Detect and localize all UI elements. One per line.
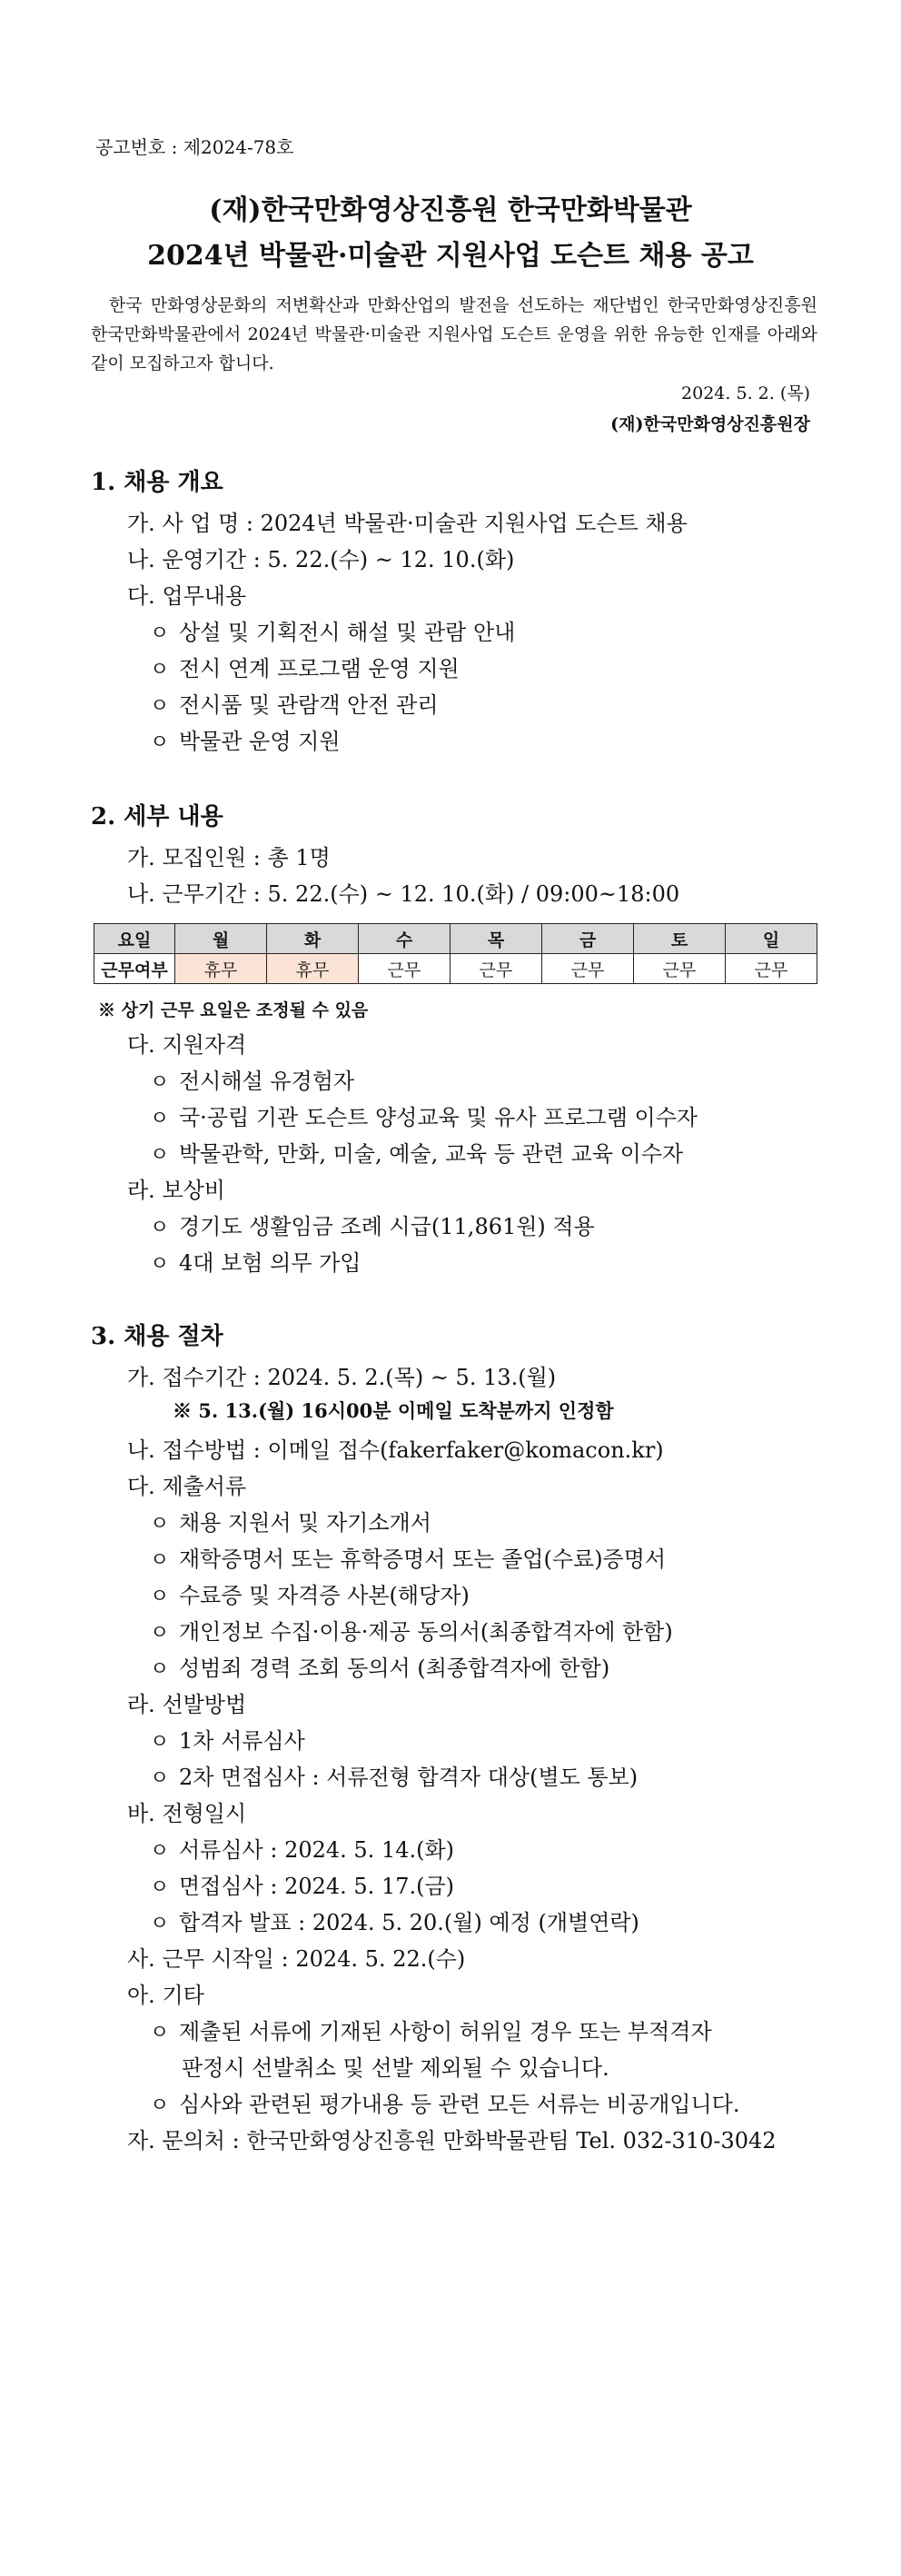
table-cell: 근무 — [359, 954, 450, 984]
procedure-etc-label: 아. 기타 — [127, 1983, 204, 2008]
qualification-item: ㅇ 전시해설 유경험자 — [150, 1069, 355, 1094]
procedure-documents-label: 다. 제출서류 — [127, 1474, 247, 1499]
table-cell: 근무 — [634, 954, 726, 984]
duty-item: ㅇ 박물관 운영 지원 — [150, 729, 341, 754]
table-cell: 근무 — [726, 954, 817, 984]
overview-duties-label: 다. 업무내용 — [127, 583, 247, 609]
document-item: ㅇ 재학증명서 또는 휴학증명서 또는 졸업(수료)증명서 — [150, 1547, 667, 1572]
bullet-mark: ㅇ — [150, 695, 170, 718]
procedure-schedule-label: 바. 전형일시 — [127, 1801, 247, 1826]
bullet-mark: ㅇ — [150, 2022, 170, 2044]
document-item: ㅇ 개인정보 수집·이용·제공 동의서(최종합격자에 한함) — [150, 1619, 673, 1645]
table-cell: 금 — [542, 924, 634, 954]
table-cell: 요일 — [94, 924, 175, 954]
title-organization: (재)한국만화영상진흥원 한국만화박물관 — [209, 194, 692, 226]
bullet-mark: ㅇ — [150, 1071, 170, 1094]
selection-item: ㅇ 2차 면접심사 : 서류전형 합격자 대상(별도 통보) — [150, 1765, 639, 1790]
bullet-mark: ㅇ — [150, 731, 170, 754]
bullet-mark: ㅇ — [150, 1144, 170, 1167]
table-row — [94, 954, 817, 984]
bullet-mark: ㅇ — [150, 1913, 170, 1935]
bullet-mark: ㅇ — [150, 1622, 170, 1645]
details-qualifications-label: 다. 지원자격 — [127, 1032, 247, 1058]
document-item: ㅇ 채용 지원서 및 자기소개서 — [150, 1510, 431, 1536]
work-schedule-table — [94, 923, 817, 984]
etc-item: ㅇ 제출된 서류에 기재된 사항이 허위일 경우 또는 부적격자 — [150, 2019, 712, 2044]
schedule-note: ※ 상기 근무 요일은 조정될 수 있음 — [98, 1000, 369, 1020]
table-cell: 휴무 — [267, 954, 359, 984]
duty-item: ㅇ 전시 연계 프로그램 운영 지원 — [150, 656, 460, 681]
overview-period: 나. 운영기간 : 5. 22.(수) ~ 12. 10.(화) — [127, 547, 515, 572]
table-cell: 월 — [175, 924, 267, 954]
section-heading-overview: 1. 채용 개요 — [91, 469, 223, 496]
announcement-date: 2024. 5. 2. (목) — [681, 383, 810, 403]
etc-item-continuation: 판정시 선발취소 및 선발 제외될 수 있습니다. — [182, 2055, 609, 2081]
selection-item: ㅇ 1차 서류심사 — [150, 1728, 305, 1754]
bullet-mark: ㅇ — [150, 1767, 170, 1790]
table-cell: 화 — [267, 924, 359, 954]
title-announcement: 2024년 박물관·미술관 지원사업 도슨트 채용 공고 — [147, 240, 754, 272]
details-pay-label: 라. 보상비 — [127, 1178, 225, 1203]
table-cell: 토 — [634, 924, 726, 954]
bullet-mark: ㅇ — [150, 659, 170, 681]
overview-project-name: 가. 사 업 명 : 2024년 박물관·미술관 지원사업 도슨트 채용 — [127, 511, 688, 536]
details-work-period: 나. 근무기간 : 5. 22.(수) ~ 12. 10.(화) / 09:00~18:00 — [127, 881, 680, 907]
schedule-item: ㅇ 합격자 발표 : 2024. 5. 20.(월) 예정 (개별연락) — [150, 1910, 639, 1935]
table-cell: 일 — [726, 924, 817, 954]
duty-item: ㅇ 상설 및 기획전시 해설 및 관람 안내 — [150, 620, 516, 645]
procedure-application-period: 가. 접수기간 : 2024. 5. 2.(목) ~ 5. 13.(월) — [127, 1365, 557, 1390]
bullet-mark: ㅇ — [150, 1217, 170, 1239]
schedule-item: ㅇ 서류심사 : 2024. 5. 14.(화) — [150, 1837, 455, 1863]
bullet-mark: ㅇ — [150, 2094, 170, 2117]
bullet-mark: ㅇ — [150, 1586, 170, 1608]
table-cell: 목 — [450, 924, 542, 954]
bullet-mark: ㅇ — [150, 1731, 170, 1754]
document-item: ㅇ 성범죄 경력 조회 동의서 (최종합격자에 한함) — [150, 1656, 610, 1681]
bullet-mark: ㅇ — [150, 1840, 170, 1863]
bullet-mark: ㅇ — [150, 1658, 170, 1681]
table-cell: 근무 — [542, 954, 634, 984]
section-heading-details: 2. 세부 내용 — [91, 803, 223, 830]
table-cell: 근무 — [450, 954, 542, 984]
intro-paragraph: 한국 만화영상문화의 저변확산과 만화산업의 발전을 선도하는 재단법인 한국만화영상진흥원 한국만화박물관에서 2024년 박물관·미술관 지원사업 도슨트 운영을 위한 유능한 인재를 아래와 같이 모집하고자 합니다. — [91, 295, 817, 373]
procedure-application-method: 나. 접수방법 : 이메일 접수(fakerfaker@komacon.kr) — [127, 1437, 664, 1463]
pay-item: ㅇ 4대 보험 의무 가입 — [150, 1250, 361, 1276]
bullet-mark: ㅇ — [150, 1108, 170, 1130]
procedure-start-date: 사. 근무 시작일 : 2024. 5. 22.(수) — [127, 1946, 466, 1972]
procedure-deadline-note: ※ 5. 13.(월) 16시00분 이메일 도착분까지 인정함 — [173, 1399, 614, 1422]
section-heading-procedure: 3. 채용 절차 — [91, 1323, 223, 1350]
etc-item: ㅇ 심사와 관련된 평가내용 등 관련 모든 서류는 비공개입니다. — [150, 2092, 740, 2117]
qualification-item: ㅇ 박물관학, 만화, 미술, 예술, 교육 등 관련 교육 이수자 — [150, 1141, 684, 1167]
procedure-contact: 자. 문의처 : 한국만화영상진흥원 만화박물관팀 Tel. 032-310-3042 — [127, 2128, 777, 2153]
notice-number: 공고번호 : 제2024-78호 — [95, 136, 294, 158]
bullet-mark: ㅇ — [150, 1876, 170, 1899]
bullet-mark: ㅇ — [150, 1253, 170, 1276]
table-cell: 휴무 — [175, 954, 267, 984]
procedure-selection-label: 라. 선발방법 — [127, 1692, 247, 1717]
table-cell: 수 — [359, 924, 450, 954]
pay-item: ㅇ 경기도 생활임금 조례 시급(11,861원) 적용 — [150, 1214, 595, 1239]
signer: (재)한국만화영상진흥원장 — [610, 414, 810, 434]
table-cell: 근무여부 — [94, 954, 175, 984]
bullet-mark: ㅇ — [150, 1549, 170, 1572]
details-headcount: 가. 모집인원 : 총 1명 — [127, 845, 331, 870]
bullet-mark: ㅇ — [150, 1513, 170, 1536]
schedule-item: ㅇ 면접심사 : 2024. 5. 17.(금) — [150, 1874, 455, 1899]
table-header-row — [94, 924, 817, 954]
bullet-mark: ㅇ — [150, 622, 170, 645]
duty-item: ㅇ 전시품 및 관람객 안전 관리 — [150, 692, 439, 718]
qualification-item: ㅇ 국·공립 기관 도슨트 양성교육 및 유사 프로그램 이수자 — [150, 1105, 698, 1130]
document-item: ㅇ 수료증 및 자격증 사본(해당자) — [150, 1583, 470, 1608]
